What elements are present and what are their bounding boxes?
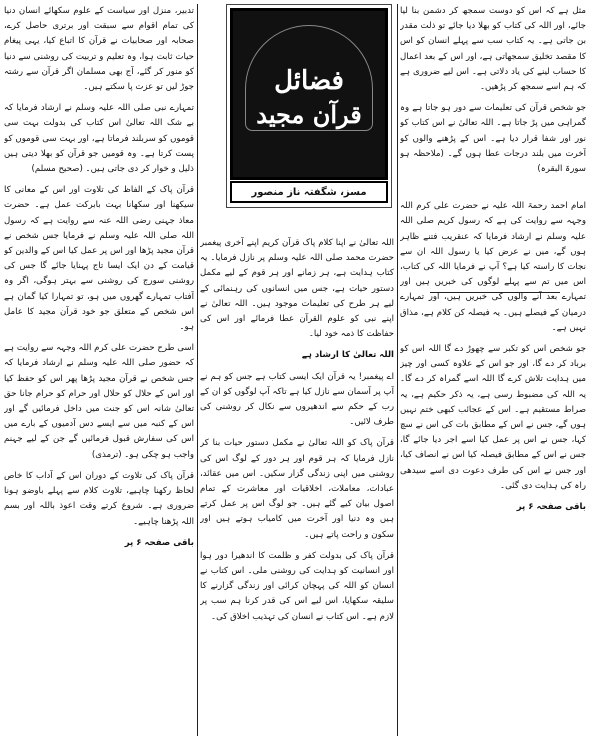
article-column-middle	[200, 236, 394, 736]
paragraph: تدبیر، منزل اور سیاست کے علوم سکھائے انسان دنیا کی تمام اقوام سے سبقت اور برتری حاصل کرے، صحابہ اور صحابیات نے قرآن کا اتباع کیا، یہی پیغام حیات ثابت ہوا، وہ تعلیم و تربیت کی روشنی سے دنیا کو منور کر گئے، آج بھی مسلمان اگر قرآن سے رشتہ جوڑ لیں تو عزت پا سکتے ہیں۔	[4, 6, 194, 93]
title-banner	[230, 8, 388, 180]
paragraph: امام احمد رحمۃ اللہ علیہ نے حضرت علی کرم اللہ وجہہ سے روایت کی ہے کہ رسول کریم صلی اللہ علیہ وسلم نے ارشاد فرمایا کہ عنقریب فتنے ظاہر ہوں گے، میں نے عرض کیا یا رسول اللہ ان سے نجات کا راستہ کیا ہے؟ آپ نے فرمایا اللہ کی کتاب، اس میں تم سے پہلے لوگوں کی خبریں ہیں اور تمہارے بعد آنے والوں کی خبریں ہیں، اور تمہارے درمیان کے فیصلے ہیں۔ یہ فیصلہ کن کلام ہے، مذاق نہیں ہے۔	[400, 201, 586, 333]
author-byline: مسز، شگفتہ ناز منصور	[230, 181, 388, 203]
paragraph: قرآن پاک کی بدولت کفر و ظلمت کا اندھیرا دور ہوا اور انسانیت کو ہدایت کی روشنی ملی۔ اس کتاب نے انسان کو اللہ کی پہچان کرائی اور زندگی گزارنے کا سلیقہ سکھایا، اس لیے اس کی قدر کرنا ہم سب پر لازم ہے۔ اس کتاب نے انسان کی تہذیب اخلاق کی۔	[200, 550, 394, 622]
paragraph: تمہارے نبی صلی اللہ علیہ وسلم نے ارشاد فرمایا کہ بے شک اللہ تعالیٰ اس کتاب کی بدولت بہت سی قوموں کو سربلند فرماتا ہے، اور بہت سی قوموں کو پست کرتا ہے۔ وہ قومیں جو قرآن کو بھلا دیتی ہیں ذلیل و خوار کر دی جاتی ہیں۔ (صحیح مسلم)	[4, 103, 194, 175]
paragraph: اللہ تعالیٰ کا ارشاد ہے	[301, 350, 394, 361]
paragraph: جو شخص قرآن کی تعلیمات سے دور ہو جاتا ہے وہ گمراہی میں پڑ جاتا ہے۔ اللہ تعالیٰ نے اس کتاب کو نور اور شفا قرار دیا ہے۔ اس کے پڑھنے والوں کو آخرت میں بلند درجات عطا ہوں گے۔ (ملاحظہ ہو سورۃ البقرہ)	[400, 103, 586, 175]
article-column-left	[4, 4, 194, 736]
paragraph: قرآن پاک کے الفاظ کی تلاوت اور اس کے معانی کا سیکھنا اور سکھانا بہت بابرکت عمل ہے۔ حضرت معاذ جہنی رضی اللہ عنہ سے روایت ہے کہ رسول اللہ صلی اللہ علیہ وسلم نے فرمایا جس شخص نے قرآن مجید پڑھا اور اس پر عمل کیا اس کے والدین کو قیامت کے دن ایک ایسا تاج پہنایا جائے گا جس کی روشنی سورج کی روشنی سے بہتر ہوگی، اگر وہ آفتاب تمہارے گھروں میں ہو، تو تمہارا کیا گمان ہے اس شخص کے متعلق جو خود قرآن مجید کا عامل ہو۔	[4, 185, 194, 333]
column-divider	[197, 4, 198, 736]
paragraph: قرآن پاک کو اللہ تعالیٰ نے مکمل دستور حیات بنا کر نازل فرمایا کہ ہر قوم اور ہر دور کے لوگ اس کی روشنی میں اپنی زندگی گزار سکیں۔ اس میں عقائد، عبادات، معاملات، اخلاقیات اور معاشرت کے تمام اصول بیان کیے گئے ہیں۔ جو لوگ اس پر عمل کرتے ہیں وہ دنیا اور آخرت میں کامیاب ہوتے ہیں اور سکون و راحت پاتے ہیں۔	[200, 438, 394, 540]
paragraph: اے پیغمبر! یہ قرآن ایک ایسی کتاب ہے جس کو ہم نے آپ پر آسمان سے نازل کیا ہے تاکہ آپ لوگوں کو ان کے رب کے حکم سے اندھیروں سے نکال کر روشنی کی طرف لائیں۔	[200, 371, 394, 428]
article-column-right	[400, 4, 586, 736]
continued-note: باقی صفحہ ۶ پر	[516, 502, 586, 513]
column-divider	[397, 4, 398, 736]
paragraph: مثل ہے کہ اس کو دوست سمجھ کر دشمن بنا لیا جائے، اور اللہ کی کتاب کو بھلا دیا جائے تو ذلت مقدر بن جاتی ہے۔ یہ کتاب سب سے پہلے انسان کو اس کا مقصد تخلیق سمجھاتی ہے، اور اس کے بعد اعمال کا حساب لینے کی یاد دلاتی ہے۔ اس لیے ضروری ہے کہ ہم اسے سمجھ کر پڑھیں۔	[400, 6, 586, 93]
paragraph: اسی طرح حضرت علی کرم اللہ وجہہ سے روایت ہے کہ حضور صلی اللہ علیہ وسلم نے ارشاد فرمایا کہ جس شخص نے قرآن مجید پڑھا پھر اس کو حفظ کیا اور اس کے حلال کو حلال اور حرام کو حرام جانا حق تعالیٰ شانہ اس کو جنت میں داخل فرمائیں گے اور اس کے کنبہ میں سے ایسے دس آدمیوں کے بارے میں اس کی سفارش قبول فرمائیں گے جن کے لیے جہنم واجب ہو چکی ہو۔ (ترمذی)	[4, 343, 194, 460]
title-line-1: فضائل	[274, 65, 344, 96]
continued-note: باقی صفحہ ۶ پر	[124, 537, 194, 548]
paragraph: جو شخص اس کو تکبر سے چھوڑ دے گا اللہ اس کو برباد کر دے گا، اور جو اس کے علاوہ کسی اور چیز میں ہدایت تلاش کرے گا اللہ اسے گمراہ کر دے گا۔ یہ اللہ کی مضبوط رسی ہے، یہ ذکر حکیم ہے، یہ صراط مستقیم ہے۔ اس کے عجائب کبھی ختم نہیں ہوں گے، جس نے اس کے مطابق بات کی اس نے سچ کہا، جس نے اس پر عمل کیا اسے اجر دیا جائے گا، جس نے اس کے مطابق فیصلہ کیا اس نے انصاف کیا، اور جس نے اس کی طرف دعوت دی اسے سیدھی راہ کی ہدایت دی گئی۔	[400, 344, 586, 491]
paragraph: اللہ تعالیٰ نے اپنا کلام پاک قرآن کریم اپنے آخری پیغمبر حضرت محمد صلی اللہ علیہ وسلم پر نازل فرمایا۔ یہ کتاب ہدایت ہے، ہر زمانے اور ہر قوم کے لیے مکمل دستور حیات ہے، جس میں انسانوں کی رہنمائی کے لیے ہر طرح کی تعلیمات موجود ہیں۔ اللہ تعالیٰ نے اپنے نبی کو علوم القرآن عطا فرمائے اور اس کی حفاظت کا ذمہ خود لیا۔	[200, 238, 394, 340]
paragraph: قرآن پاک کی تلاوت کے دوران اس کے آداب کا خاص لحاظ رکھنا چاہیے، تلاوت کلام سے پہلے باوضو ہونا ضروری ہے۔ شروع کرتے وقت اعوذ باللہ اور بسم اللہ پڑھنا چاہیے۔	[4, 470, 194, 527]
title-line-2: قرآن مجید	[256, 99, 362, 129]
